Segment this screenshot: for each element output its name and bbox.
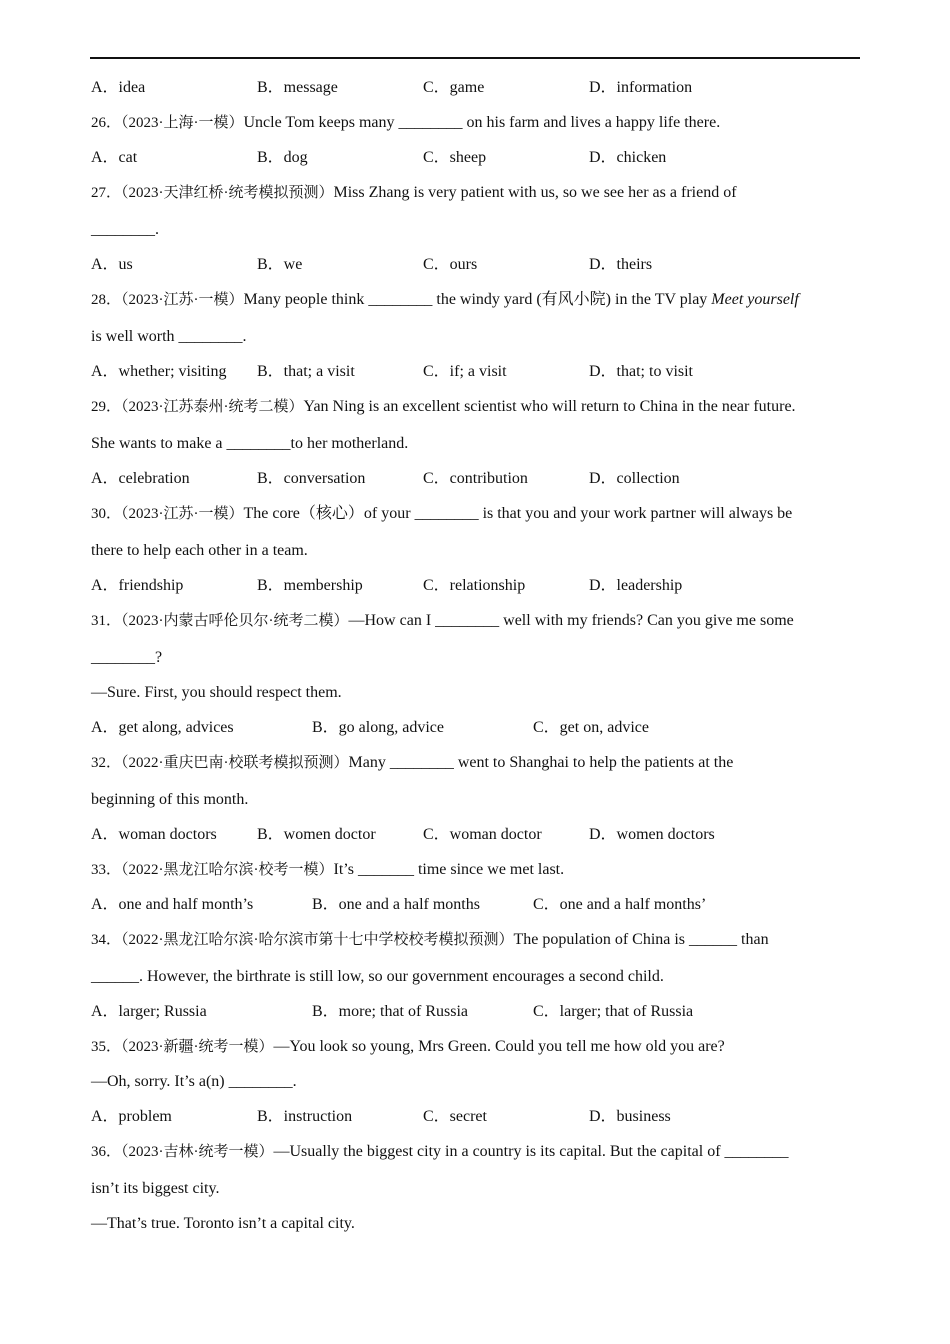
option-c: C．ours <box>423 256 478 273</box>
question-text: It’s _______ time since we met last. <box>333 861 565 878</box>
option-a: A．friendship <box>91 577 184 594</box>
question-text: Yan Ning is an excellent scientist who will return to China in the near future. <box>303 398 796 415</box>
option-c: C．game <box>423 79 485 96</box>
question-30-stem <box>91 504 861 524</box>
option-a: A．celebration <box>91 470 190 487</box>
question-29-stem <box>91 397 861 417</box>
option-d: D．collection <box>589 470 680 487</box>
option-c: C．secret <box>423 1108 487 1125</box>
option-b: B．membership <box>257 577 363 594</box>
option-c: C．get on, advice <box>533 719 649 736</box>
question-28-stem-cont: is well worth ________. <box>91 328 247 345</box>
question-34-stem <box>91 930 861 950</box>
option-a: A．get along, advices <box>91 719 234 736</box>
option-d: D．information <box>589 79 693 96</box>
question-prefix: 29．（2023·江苏泰州·统考二模） <box>91 399 304 415</box>
question-prefix: 32．（2022·重庆巴南·校联考模拟预测） <box>91 755 349 771</box>
question-prefix: 35．（2023·新疆·统考一模） <box>91 1039 274 1055</box>
option-c: C．if; a visit <box>423 363 507 380</box>
question-prefix: 26．（2023·上海·一模） <box>91 115 244 131</box>
option-b: B．women doctor <box>257 826 376 843</box>
question-30-stem-cont: there to help each other in a team. <box>91 542 308 559</box>
question-text: —How can I ________ well with my friends? Can you give me some <box>348 612 794 629</box>
question-27-stem <box>91 183 861 203</box>
question-text: The core（核心）of your ________ is that you and your work partner will always be <box>243 505 793 522</box>
option-b: B．dog <box>257 149 308 166</box>
question-text: —Usually the biggest city in a country is its capital. But the capital of ________ <box>273 1143 789 1160</box>
question-33-stem <box>91 860 861 880</box>
question-32-stem <box>91 753 861 773</box>
option-a: A．idea <box>91 79 146 96</box>
option-a: A．woman doctors <box>91 826 217 843</box>
question-31-stem <box>91 611 861 631</box>
question-prefix: 33．（2022·黑龙江哈尔滨·校考一模） <box>91 862 334 878</box>
question-26-stem <box>91 113 861 133</box>
question-34-stem-cont: ______. However, the birthrate is still low, so our government encourages a second child. <box>91 968 664 985</box>
option-c: C．relationship <box>423 577 526 594</box>
option-d: D．women doctors <box>589 826 715 843</box>
question-prefix: 31．（2023·内蒙古呼伦贝尔·统考二模） <box>91 613 349 629</box>
question-text: The population of China is ______ than <box>513 931 769 948</box>
option-b: B．conversation <box>257 470 366 487</box>
question-36-stem-cont: isn’t its biggest city. <box>91 1180 220 1197</box>
option-c: C．woman doctor <box>423 826 542 843</box>
question-text: —You look so young, Mrs Green. Could you tell me how old you are? <box>273 1038 725 1055</box>
option-b: B．we <box>257 256 303 273</box>
question-text: Many people think ________ the windy yard (有风小院) in the TV play <box>243 291 712 308</box>
question-text: Many ________ went to Shanghai to help the patients at the <box>348 754 734 771</box>
option-a: A．whether; visiting <box>91 363 227 380</box>
question-31-stem-cont: ________? <box>91 649 163 666</box>
option-b: B．instruction <box>257 1108 353 1125</box>
option-a: A．cat <box>91 149 138 166</box>
option-c: C．sheep <box>423 149 487 166</box>
question-36-reply: —That’s true. Toronto isn’t a capital city. <box>91 1215 355 1232</box>
question-27-stem-cont: ________. <box>91 221 159 238</box>
question-28-stem <box>91 290 861 310</box>
option-c: C．contribution <box>423 470 528 487</box>
question-prefix: 27．（2023·天津红桥·统考模拟预测） <box>91 185 334 201</box>
question-prefix: 34．（2022·黑龙江哈尔滨·哈尔滨市第十七中学校校考模拟预测） <box>91 932 514 948</box>
play-title: Meet yourself <box>711 291 799 308</box>
top-rule <box>90 57 860 59</box>
option-b: B．that; a visit <box>257 363 355 380</box>
question-35-stem <box>91 1037 861 1057</box>
option-a: A．problem <box>91 1108 172 1125</box>
option-d: D．theirs <box>589 256 653 273</box>
question-32-stem-cont: beginning of this month. <box>91 791 249 808</box>
option-d: D．leadership <box>589 577 683 594</box>
option-b: B．message <box>257 79 338 96</box>
question-text: Miss Zhang is very patient with us, so we see her as a friend of <box>333 184 737 201</box>
option-a: A．larger; Russia <box>91 1003 207 1020</box>
question-prefix: 36．（2023·吉林·统考一模） <box>91 1144 274 1160</box>
option-c: C．one and a half months’ <box>533 896 707 913</box>
option-b: B．one and a half months <box>312 896 480 913</box>
question-prefix: 30．（2023·江苏·一模） <box>91 506 244 522</box>
question-35-reply: —Oh, sorry. It’s a(n) ________. <box>91 1073 297 1090</box>
question-prefix: 28．（2023·江苏·一模） <box>91 292 244 308</box>
option-b: B．more; that of Russia <box>312 1003 468 1020</box>
option-b: B．go along, advice <box>312 719 444 736</box>
option-d: D．chicken <box>589 149 667 166</box>
option-a: A．us <box>91 256 133 273</box>
option-d: D．that; to visit <box>589 363 694 380</box>
option-a: A．one and half month’s <box>91 896 254 913</box>
question-text: Uncle Tom keeps many ________ on his farm and lives a happy life there. <box>243 114 721 131</box>
question-29-stem-cont: She wants to make a ________to her motherland. <box>91 435 409 452</box>
option-d: D．business <box>589 1108 671 1125</box>
question-31-reply: —Sure. First, you should respect them. <box>91 684 342 701</box>
option-c: C．larger; that of Russia <box>533 1003 694 1020</box>
question-36-stem <box>91 1142 861 1162</box>
